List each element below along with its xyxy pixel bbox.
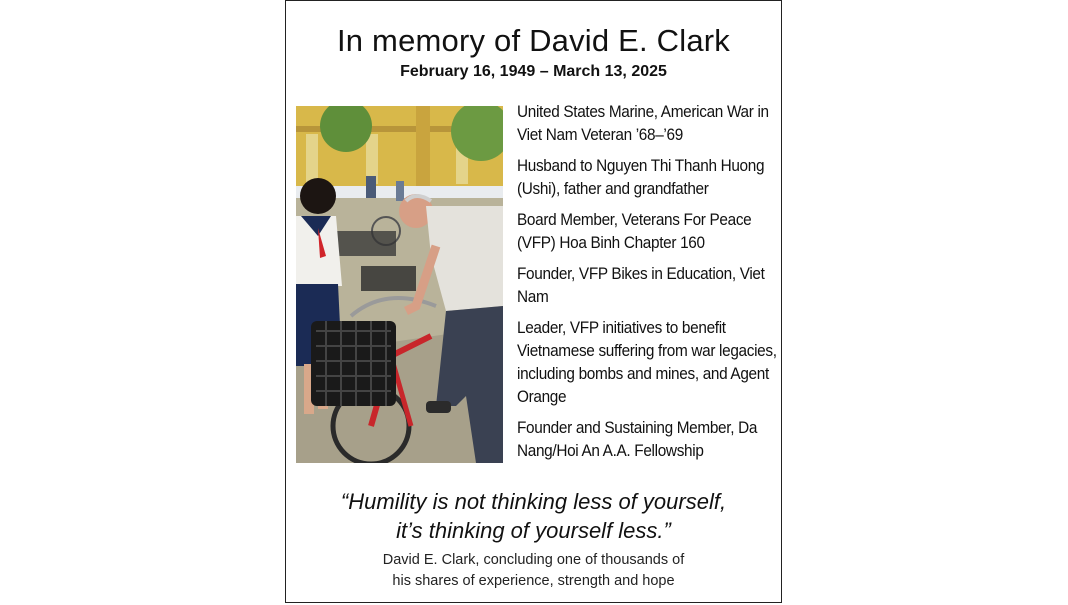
photo-bike-basket: [311, 321, 396, 406]
quote-line: it’s thinking of yourself less.”: [396, 518, 671, 543]
biography-item: Husband to Nguyen Thi Thanh Huong (Ushi), father and grandfather: [517, 157, 765, 198]
biography-item: Board Member, Veterans For Peace (VFP) Hoa Binh Chapter 160: [517, 211, 752, 252]
biography-item: United States Marine, American War in Viet Nam Veteran ’68–’69: [517, 103, 769, 144]
memorial-dates: February 16, 1949 – March 13, 2025: [400, 63, 667, 80]
photo-girl-head: [300, 178, 336, 214]
attribution-line: David E. Clark, concluding one of thousands of: [382, 552, 685, 568]
memorial-card: [285, 0, 782, 603]
memorial-title: In memory of David E. Clark: [336, 23, 730, 58]
biography-item: Leader, VFP initiatives to benefit Vietnamese suffering from war legacies, including bombs and mines, and Agent Orange: [517, 319, 777, 406]
attribution-line: his shares of experience, strength and hope: [392, 573, 675, 589]
memorial-photo: [296, 106, 503, 463]
quote-line: “Humility is not thinking less of yourself,: [340, 489, 727, 514]
memorial-quote: [286, 487, 781, 545]
biography-item: Founder and Sustaining Member, Da Nang/Hoi An A.A. Fellowship: [517, 419, 758, 460]
photo-man-and-girl-with-bicycle-icon: [296, 106, 503, 463]
biography-list: [517, 101, 779, 471]
quote-attribution: [286, 550, 781, 592]
biography-item: Founder, VFP Bikes in Education, Viet Nam: [517, 265, 765, 306]
